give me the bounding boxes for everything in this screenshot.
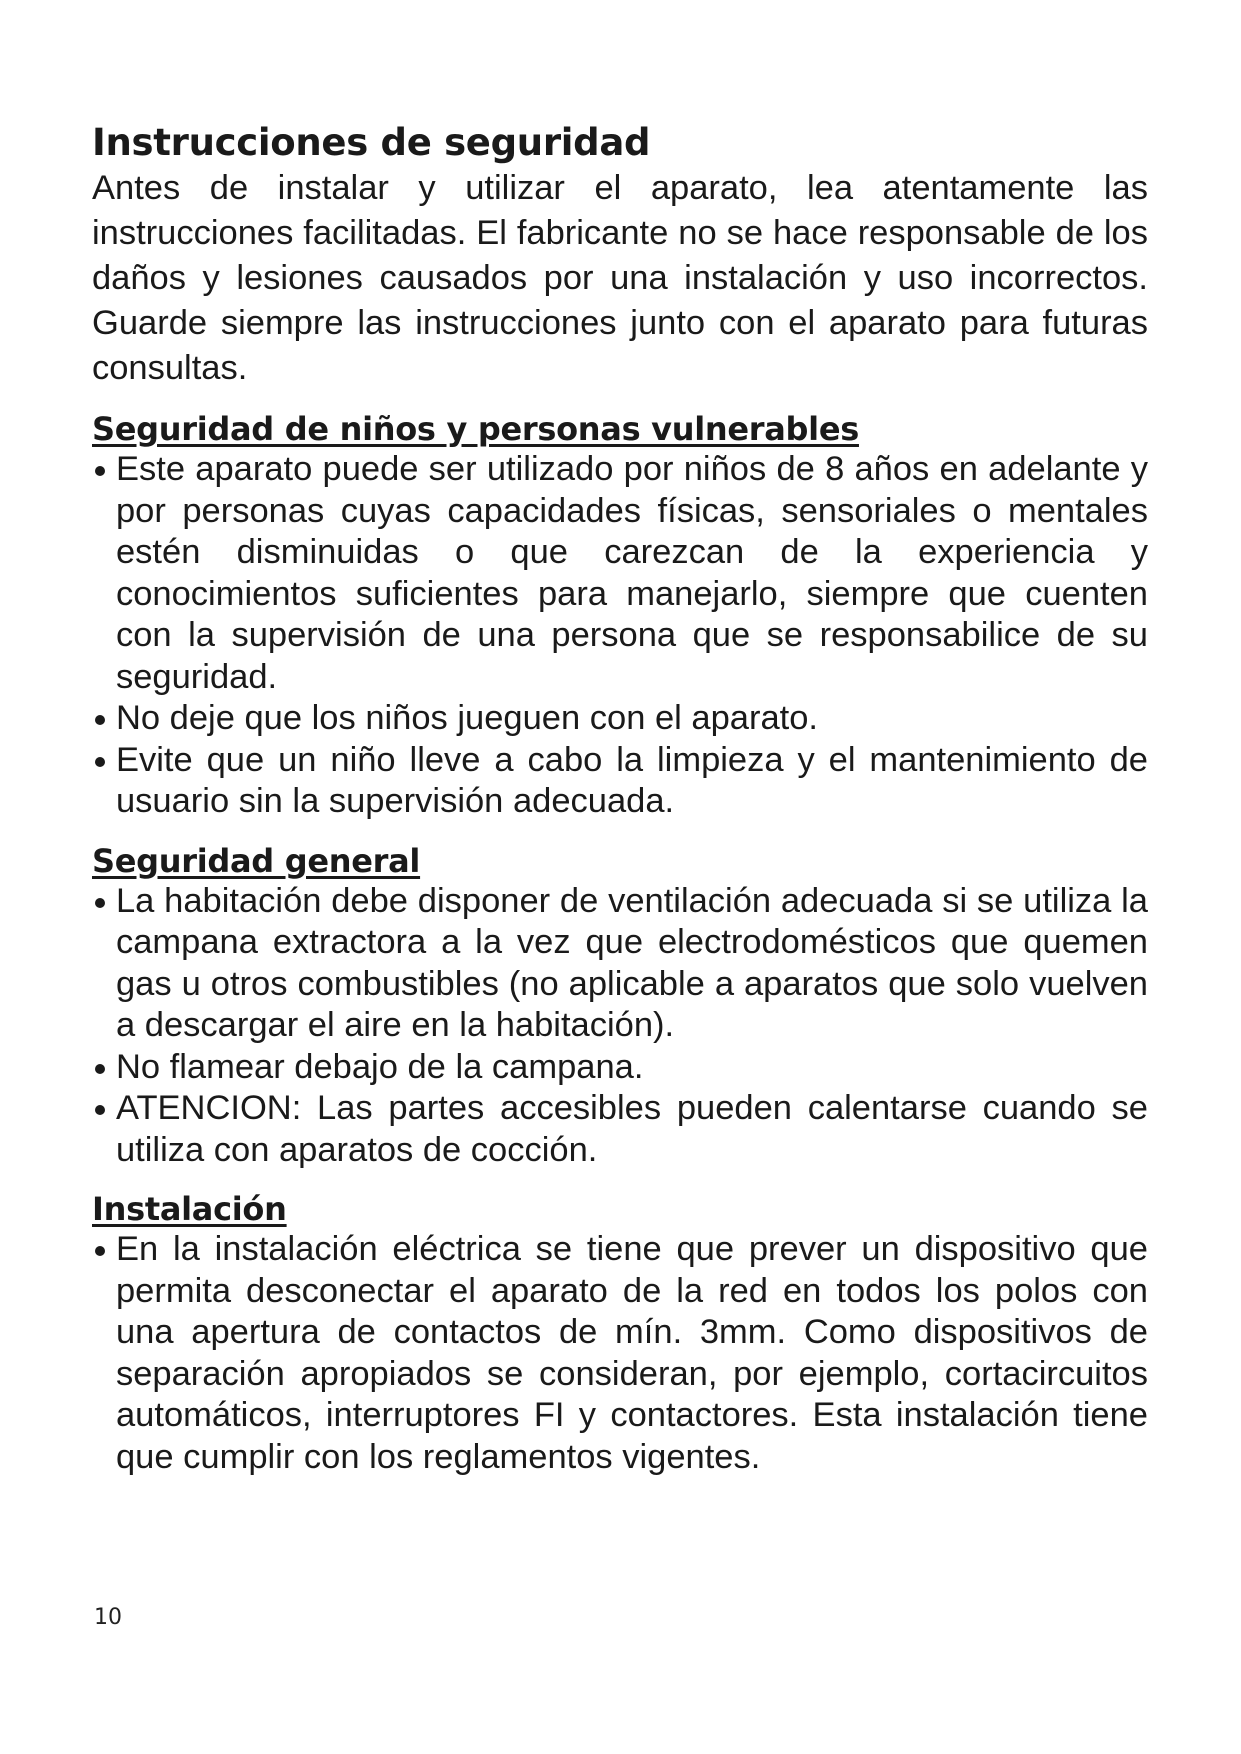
bullet-list-installation xyxy=(92,1229,1148,1478)
bullet-icon xyxy=(95,898,105,908)
section-heading-children-safety: Seguridad de niños y personas vulnerables xyxy=(92,410,859,448)
list-item-text: La habitación debe disponer de ventilación adecuada si se utiliza la campana extractora a la vez que electrodomésticos que quemen gas u otros combustibles (no aplicable a aparatos que solo vuelven a descargar el aire en la habitación). xyxy=(116,881,1148,1044)
section-heading-installation: Instalación xyxy=(92,1190,287,1228)
list-item-text: No flamear debajo de la campana. xyxy=(116,1047,644,1086)
list-item-text: No deje que los niños jueguen con el aparato. xyxy=(116,699,819,737)
list-item-text: ATENCION: Las partes accesibles pueden calentarse cuando se utiliza con aparatos de cocción. xyxy=(116,1089,1148,1169)
list-item-text: En la instalación eléctrica se tiene que prever un dispositivo que permita desconectar el aparato de la red en todos los polos con una apertura de contactos de mín. 3mm. Como dispositivos de separación apropiados se consideran, por ejemplo, cortacircuitos automáticos, interruptores FI y contactores. Esta instalación tiene que cumplir con los reglamentos vigentes. xyxy=(116,1230,1148,1476)
bullet-icon xyxy=(95,466,105,476)
list-item xyxy=(92,740,1148,823)
list-item-text: Evite que un niño lleve a cabo la limpieza y el mantenimiento de usuario sin la supervisión adecuada. xyxy=(116,740,1148,820)
bullet-list-children-safety xyxy=(92,449,1148,823)
list-item xyxy=(92,698,1148,740)
list-item xyxy=(92,1047,1148,1089)
bullet-icon xyxy=(95,1064,105,1074)
list-item xyxy=(92,881,1148,1047)
page-number: 10 xyxy=(94,1605,122,1630)
intro-paragraph: Antes de instalar y utilizar el aparato, lea atentamente las instrucciones facilitadas. El fabricante no se hace responsable de los daños y lesiones causados por una instalación y uso incorrectos. Guarde siempre las instrucciones junto con el aparato para futuras consultas. xyxy=(92,169,1148,387)
list-item-text: Este aparato puede ser utilizado por niños de 8 años en adelante y por personas cuyas capacidades físicas, sensoriales o mentales estén disminuidas o que carezcan de la experiencia y conocimientos suficientes para manejarlo, siempre que cuenten con la supervisión de una persona que se responsabilice de su seguridad. xyxy=(116,450,1148,696)
list-item xyxy=(92,449,1148,698)
bullet-icon xyxy=(95,1105,105,1115)
bullet-icon xyxy=(95,1246,105,1256)
list-item xyxy=(92,1229,1148,1478)
bullet-icon xyxy=(95,715,105,725)
bullet-list-general-safety xyxy=(92,881,1148,1172)
section-heading-general-safety: Seguridad general xyxy=(92,841,421,880)
list-item xyxy=(92,1088,1148,1171)
page-title: Instrucciones de seguridad xyxy=(92,121,651,164)
document-page xyxy=(92,120,1148,1478)
bullet-icon xyxy=(95,757,105,767)
